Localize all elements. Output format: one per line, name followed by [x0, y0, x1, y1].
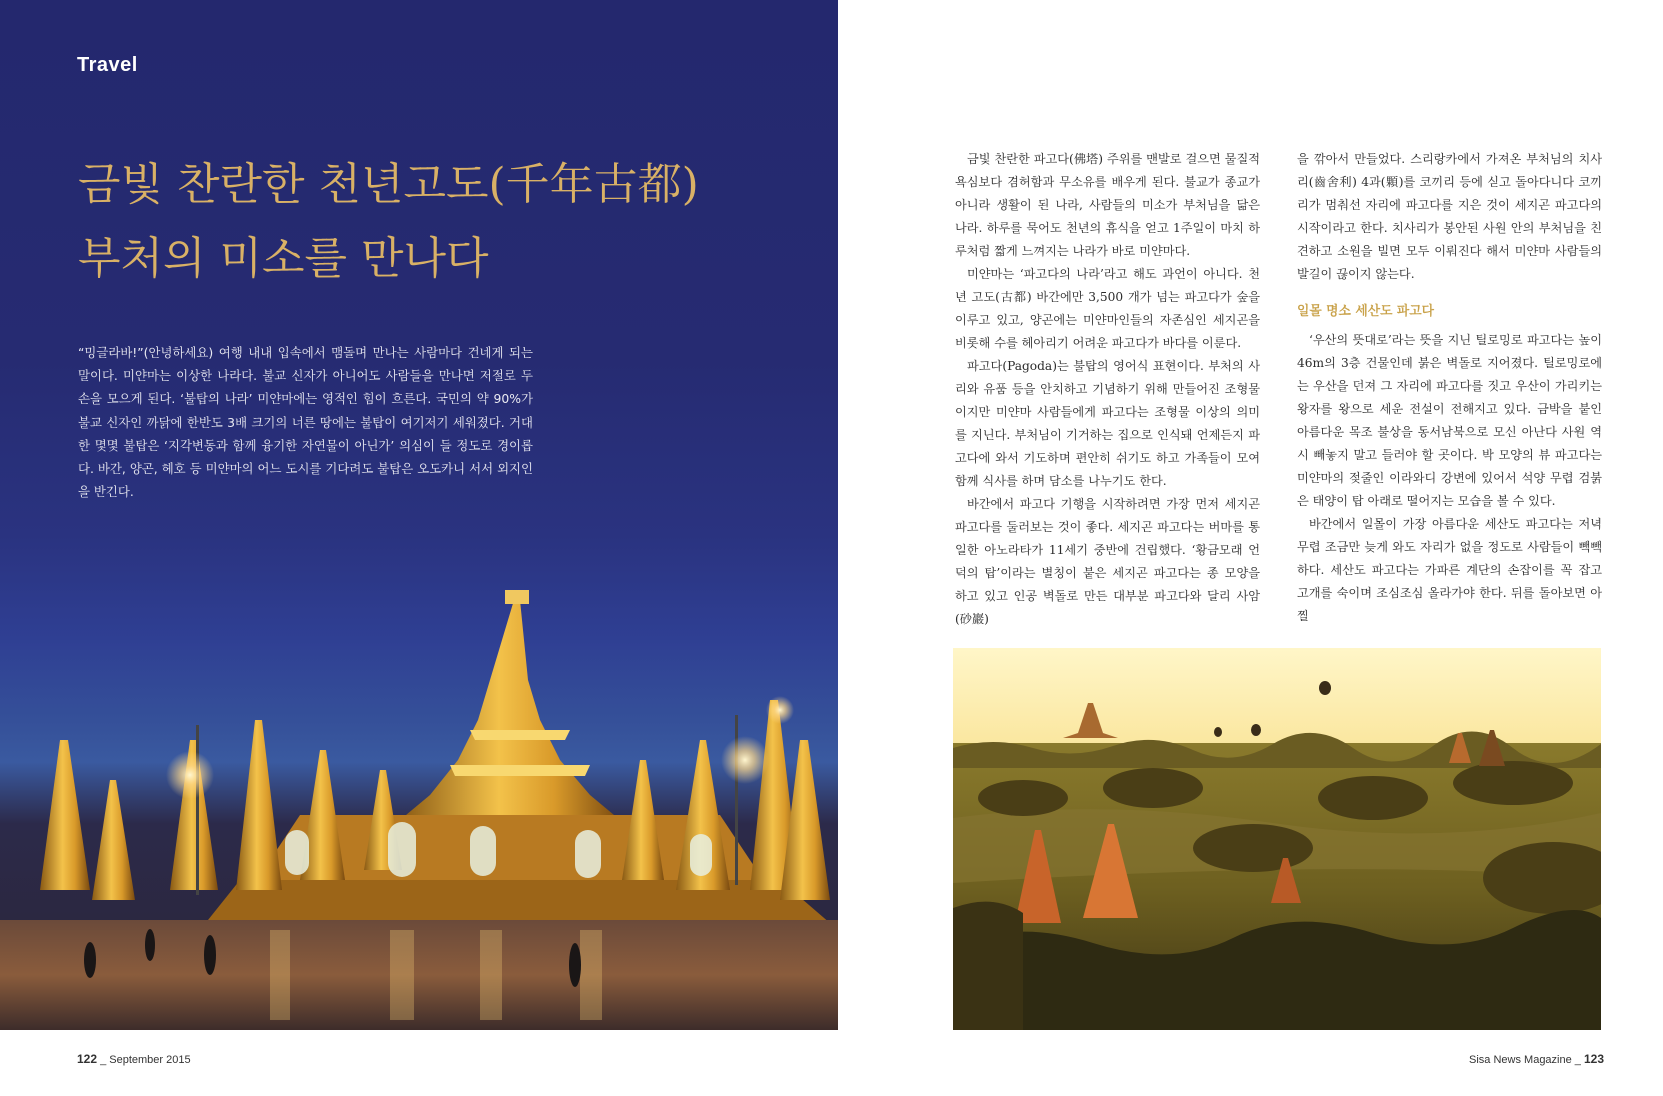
- footer-left: [77, 1052, 191, 1066]
- article-paragraph: 바간에서 일몰이 가장 아름다운 세산도 파고다는 저녁 무렵 조금만 늦게 와도 자리가 없을 정도로 사람들이 빽빽하다. 세산도 파고다는 가파른 계단의 손잡이를 꼭 잡고 고개를 숙이며 조심조심 올라가야 한다. 뒤를 돌아보면 아찔: [1297, 517, 1602, 623]
- article-paragraph: 금빛 찬란한 파고다(佛塔) 주위를 맨발로 걸으면 물질적 욕심보다 겸허함과 무소유를 배우게 된다. 불교가 종교가 아니라 생활이 된 나라, 사람들의 미소가 부처님을 닮은 나라. 하루를 묵어도 천년의 휴식을 얻고 1주일이 마치 하루처럼 짧게 느껴지는 나라가 바로 미얀마다.: [955, 152, 1260, 258]
- article-column-1: [955, 148, 1260, 631]
- article-column-2: [1297, 148, 1602, 628]
- page-number-left: 122: [77, 1052, 98, 1066]
- headline-line-1: 금빛 찬란한 천년고도(千年古都): [78, 159, 699, 210]
- page-number-right: 123: [1583, 1052, 1604, 1066]
- article-paragraph: 미얀마는 ‘파고다의 나라’라고 해도 과언이 아니다. 천년 고도(古都) 바간에만 3,500 개가 넘는 파고다가 숲을 이루고 있고, 양곤에는 미얀마인들의 자존심인 세지곤을 비롯해 수를 헤아리기 어려운 파고다가 바다를 이룬다.: [955, 267, 1260, 350]
- bagan-sunrise-photo: [953, 648, 1601, 1030]
- headline-line-2: 부처의 미소를 만나다: [78, 233, 489, 284]
- lead-paragraph: “밍글라바!”(안녕하세요) 여행 내내 입속에서 맴돌며 만나는 사람마다 건네게 되는 말이다. 미얀마는 이상한 나라다. 불교 신자가 아니어도 사람들을 만나면 저절로 두 손을 모으게 된다. ‘불탑의 나라’ 미얀마에는 영적인 힘이 흐른다. 국민의 약 90%가 불교 신자인 까닭에 한반도 3배 크기의 너른 땅에는 불탑이 여기저기 세워졌다. 거대한 몇몇 불탑은 ‘지각변동과 함께 융기한 자연물이 아닌가’ 의심이 들 정도로 경이롭다. 바간, 양곤, 헤호 등 미얀마의 어느 도시를 기다려도 불탑은 오도카니 서서 외지인을 반긴다.: [78, 345, 533, 500]
- article-paragraph: 파고다(Pagoda)는 불탑의 영어식 표현이다. 부처의 사리와 유품 등을 안치하고 기념하기 위해 만들어진 조형물이지만 미얀마 사람들에게 파고다는 조형물 이상의 의미를 지닌다. 부처님이 기거하는 집으로 인식돼 언제든지 파고다에 와서 기도하며 편안히 쉬기도 하고 가족들이 모여 함께 식사를 하며 담소를 나누기도 한다.: [955, 359, 1260, 488]
- footer-issue: _ September 2015: [97, 1054, 191, 1066]
- article-paragraph: 바간에서 파고다 기행을 시작하려면 가장 먼저 세지곤 파고다를 둘러보는 것이 좋다. 세지곤 파고다는 버마를 통일한 아노라타가 11세기 중반에 건립했다. ‘황금모래 언덕의 탑’이라는 별칭이 붙은 세지곤 파고다는 종 모양을 하고 있고 인공 벽돌로 만든 대부분 파고다와 달리 사암(砂巖): [955, 497, 1260, 626]
- headline: [78, 148, 818, 296]
- article-paragraph: 을 깎아서 만들었다. 스리랑카에서 가져온 부처님의 치사리(齒舍利) 4과(顆)를 코끼리 등에 싣고 돌아다니다 코끼리가 멈춰선 자리에 파고다를 지은 것이 세지곤 파고다의 시작이라고 한다. 치사리가 봉안된 사원 안의 부처님을 친견하고 소원을 빌면 모두 이뤄진다 해서 미얀마 사람들의 발길이 끊이지 않는다.: [1297, 152, 1602, 281]
- left-page: [0, 0, 838, 1030]
- section-tag: Travel: [77, 54, 138, 76]
- footer-right: [1469, 1052, 1604, 1066]
- article-subhead: 일몰 명소 세산도 파고다: [1297, 304, 1434, 319]
- pagoda-night-photo: [0, 590, 838, 1030]
- footer-magazine: Sisa News Magazine _: [1469, 1054, 1584, 1066]
- article-paragraph: ‘우산의 뜻대로’라는 뜻을 지닌 틸로밍로 파고다는 높이 46m의 3층 건물인데 붉은 벽돌로 지어졌다. 틸로밍로에는 우산을 던져 그 자리에 파고다를 짓고 우산이 가리키는 왕자를 왕으로 세운 전설이 전해지고 있다. 금박을 붙인 아름다운 목조 불상을 동서남북으로 모신 아난다 사원 역시 빼놓지 말고 들러야 할 곳이다. 박 모양의 뷰 파고다는 미얀마의 젖줄인 이라와디 강변에 있어서 석양 무렵 검붉은 태양이 탑 아래로 떨어지는 모습을 볼 수 있다.: [1297, 333, 1602, 508]
